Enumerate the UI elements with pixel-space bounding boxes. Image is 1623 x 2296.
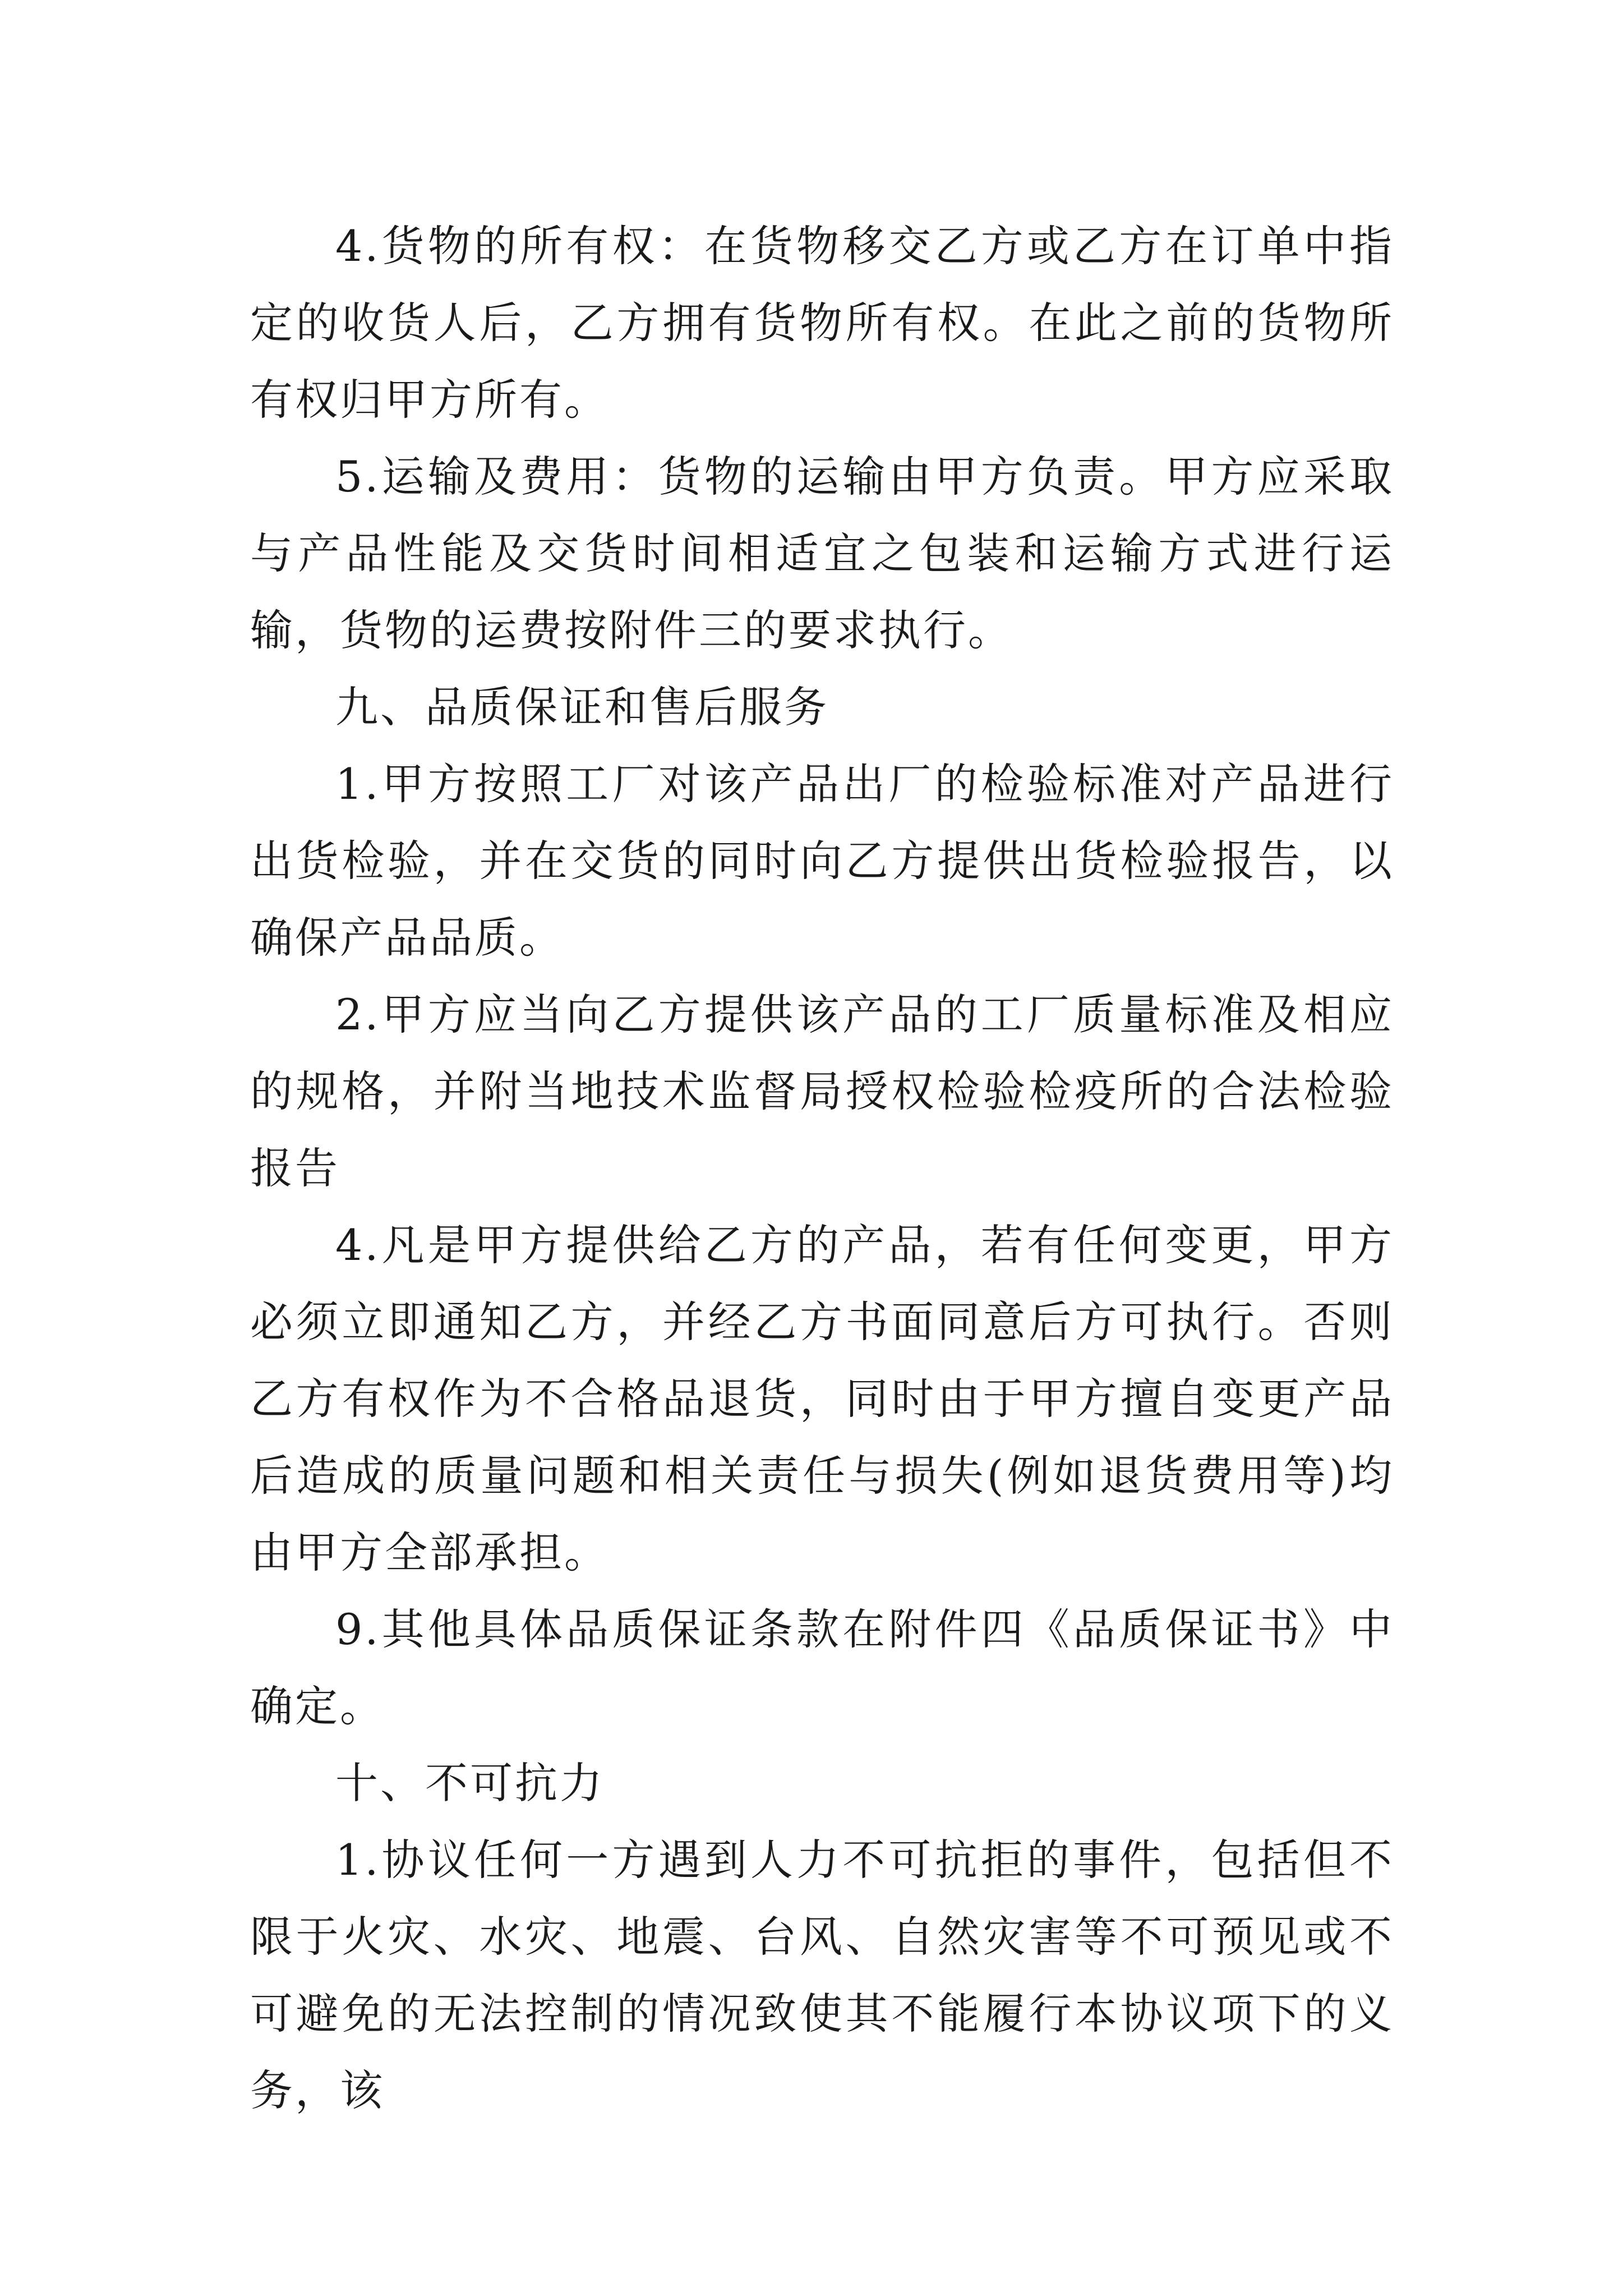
clause-quality-standards: 2.甲方应当向乙方提供该产品的工厂质量标准及相应的规格，并附当地技术监督局授权检验检疫所的合法检验报告: [250, 990, 1394, 1193]
section-heading-quality: 九、品质保证和售后服务: [335, 682, 829, 732]
clause-transport-costs: 5.运输及费用：货物的运输由甲方负责。甲方应采取与产品性能及交货时间相适宜之包装和运输方式进行运输，货物的运费按附件三的要求执行。: [250, 452, 1394, 655]
clause-other-quality-terms: 9.其他具体品质保证条款在附件四《品质保证书》中确定。: [250, 1604, 1394, 1731]
clause-goods-ownership: 4.货物的所有权：在货物移交乙方或乙方在订单中指定的收货人后，乙方拥有货物所有权。在此之前的货物所有权归甲方所有。: [250, 221, 1394, 425]
clause-shipment-inspection: 1.甲方按照工厂对该产品出厂的检验标准对产品进行出货检验，并在交货的同时向乙方提供出货检验报告，以确保产品品质。: [250, 759, 1394, 963]
clause-force-majeure-events: 1.协议任何一方遇到人力不可抗拒的事件，包括但不限于火灾、水灾、地震、台风、自然灾害等不可预见或不可避免的无法控制的情况致使其不能履行本协议项下的义务，该: [250, 1835, 1394, 2115]
clause-product-changes: 4.凡是甲方提供给乙方的产品，若有任何变更，甲方必须立即通知乙方，并经乙方书面同意后方可执行。否则乙方有权作为不合格品退货，同时由于甲方擅自变更产品后造成的质量问题和相关责任与损失(例如退货费用等)均由甲方全部承担。: [250, 1220, 1394, 1577]
section-heading-force-majeure: 十、不可抗力: [335, 1758, 605, 1808]
document-page: [250, 208, 1394, 2129]
